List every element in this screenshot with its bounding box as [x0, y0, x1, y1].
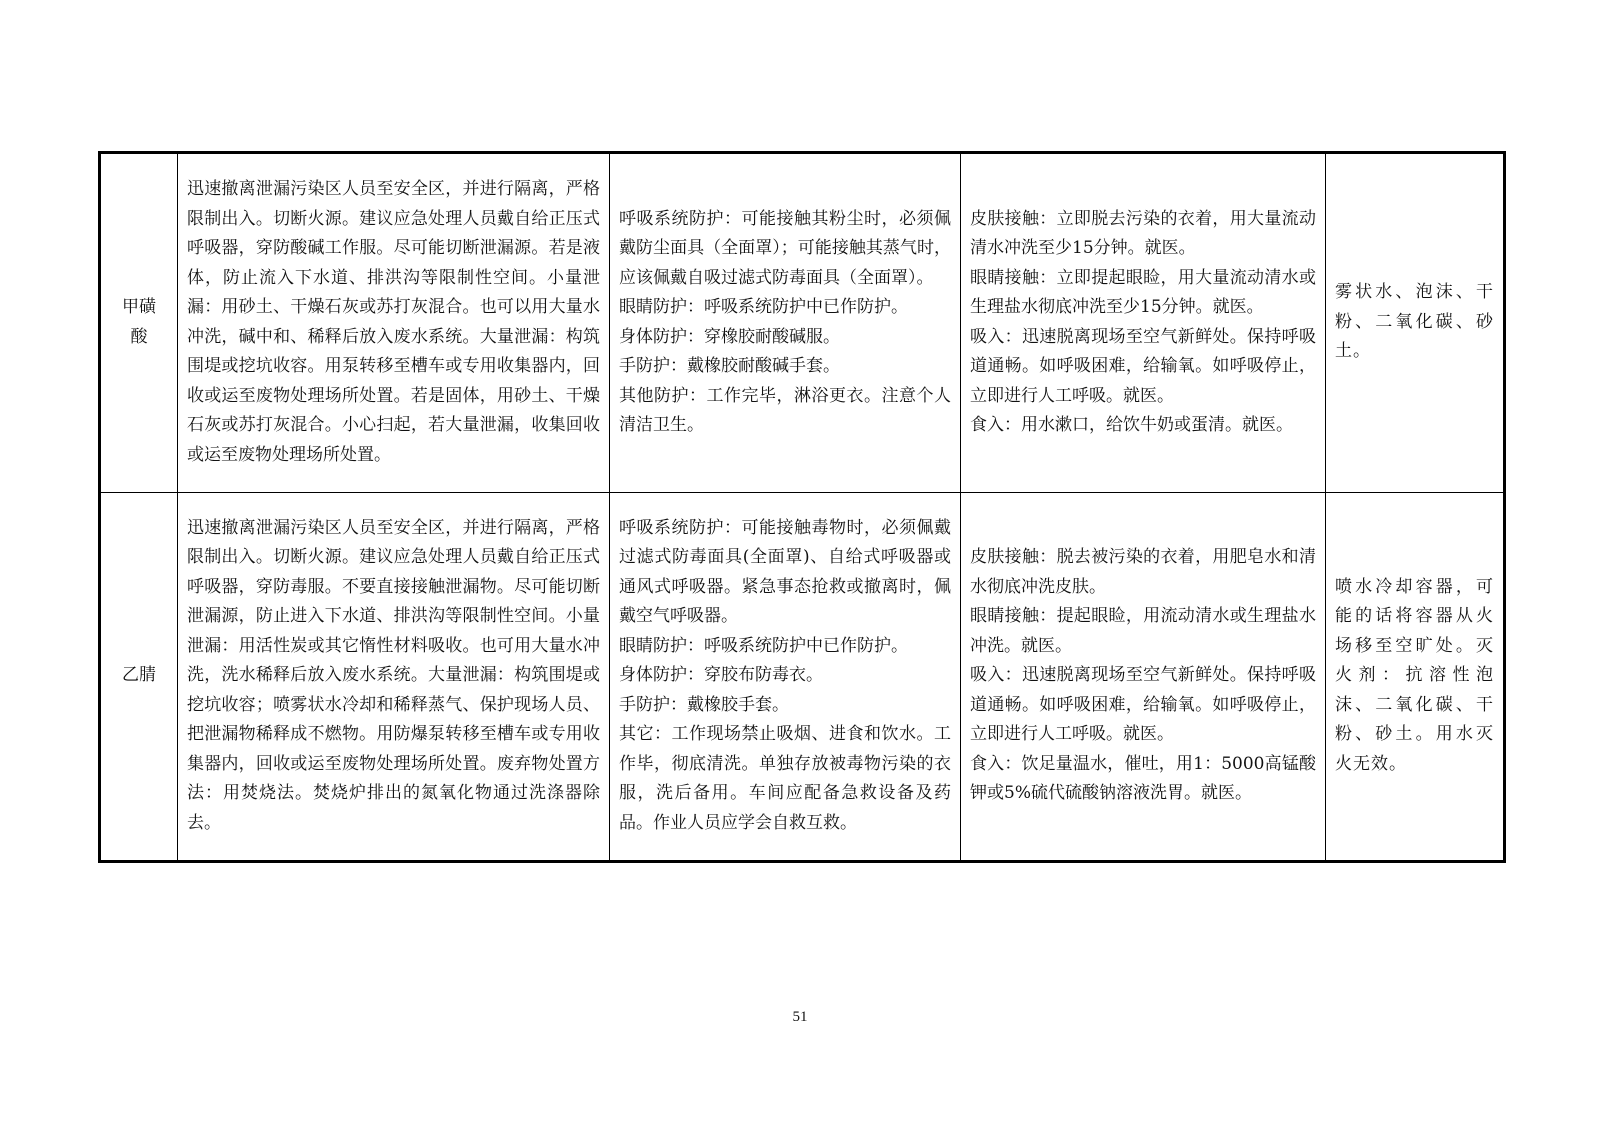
- first-aid-cell: [961, 153, 1326, 493]
- spill-response-text: 迅速撤离泄漏污染区人员至安全区，并进行隔离，严格限制出入。切断火源。建议应急处理人员戴自给正压式呼吸器，穿防酸碱工作服。尽可能切断泄漏源。若是液体，防止流入下水道、排洪沟等限制性空间。小量泄漏：用砂土、干燥石灰或苏打灰混合。也可以用大量水冲洗，碱中和、稀释后放入废水系统。大量泄漏：构筑围堤或挖坑收容。用泵转移至槽车或专用收集器内，回收或运至废物处理场所处置。若是固体，用砂土、干燥石灰或苏打灰混合。小心扫起，若大量泄漏，收集回收或运至废物处理场所处置。: [187, 179, 600, 465]
- first-aid-inhalation: 吸入：迅速脱离现场至空气新鲜处。保持呼吸道通畅。如呼吸困难，给输氧。如呼吸停止，立即进行人工呼吸。就医。: [970, 665, 1316, 745]
- chemical-name-cell: [100, 153, 178, 493]
- chemical-name: 甲磺酸: [122, 297, 156, 347]
- chemical-name-cell: [100, 493, 178, 862]
- protection-hand: 手防护：戴橡胶耐酸碱手套。: [619, 356, 840, 376]
- protection-cell: [610, 153, 961, 493]
- protection-eye: 眼睛防护：呼吸系统防护中已作防护。: [619, 635, 908, 656]
- table-row: [100, 153, 1505, 493]
- spill-response-cell: [178, 153, 610, 493]
- fire-fighting-cell: [1326, 493, 1505, 862]
- fire-fighting-text: 喷水冷却容器，可能的话将容器从火场移至空旷处。灭火剂：抗溶性泡沫、二氧化碳、干粉、砂土。用水灭火无效。: [1335, 576, 1494, 774]
- first-aid-cell: [961, 493, 1326, 862]
- fire-fighting-cell: [1326, 153, 1505, 493]
- protection-body: 身体防护：穿胶布防毒衣。: [619, 665, 823, 686]
- protection-respiratory: 呼吸系统防护：可能接触其粉尘时，必须佩戴防尘面具（全面罩）；可能接触其蒸气时，应该佩戴自吸过滤式防毒面具（全面罩）。: [619, 208, 951, 288]
- protection-other: 其他防护：工作完毕，淋浴更衣。注意个人清洁卫生。: [619, 385, 951, 435]
- first-aid-eye: 眼睛接触：立即提起眼睑，用大量流动清水或生理盐水彻底冲洗至少15分钟。就医。: [970, 267, 1316, 317]
- first-aid-inhalation: 吸入：迅速脱离现场至空气新鲜处。保持呼吸道通畅。如呼吸困难，给输氧。如呼吸停止，立即进行人工呼吸。就医。: [970, 326, 1316, 406]
- fire-fighting-text: 雾状水、泡沫、干粉、二氧化碳、砂土。: [1335, 282, 1494, 362]
- chemical-name: 乙腈: [122, 665, 156, 686]
- spill-response-text: 迅速撤离泄漏污染区人员至安全区，并进行隔离，严格限制出入。切断火源。建议应急处理人员戴自给正压式呼吸器，穿防毒服。不要直接接触泄漏物。尽可能切断泄漏源，防止进入下水道、排洪沟等限制性空间。小量泄漏：用活性炭或其它惰性材料吸收。也可用大量水冲洗，洗水稀释后放入废水系统。大量泄漏：构筑围堤或挖坑收容；喷雾状水冷却和稀释蒸气、保护现场人员、把泄漏物稀释成不燃物。用防爆泵转移至槽车或专用收集器内，回收或运至废物处理场所处置。废弃物处置方法：用焚烧法。焚烧炉排出的氮氧化物通过洗涤器除去。: [187, 517, 600, 833]
- protection-eye: 眼睛防护：呼吸系统防护中已作防护。: [619, 297, 908, 317]
- first-aid-ingestion: 食入：饮足量温水，催吐，用1：5000高锰酸钾或5%硫代硫酸钠溶液洗胃。就医。: [970, 753, 1316, 804]
- protection-respiratory: 呼吸系统防护：可能接触毒物时，必须佩戴过滤式防毒面具(全面罩)、自给式呼吸器或通风式呼吸器。紧急事态抢救或撤离时，佩戴空气呼吸器。: [619, 517, 951, 627]
- first-aid-skin: 皮肤接触：立即脱去污染的衣着，用大量流动清水冲洗至少15分钟。就医。: [970, 208, 1316, 258]
- protection-cell: [610, 493, 961, 862]
- first-aid-eye: 眼睛接触：提起眼睑，用流动清水或生理盐水冲洗。就医。: [970, 606, 1316, 656]
- protection-hand: 手防护：戴橡胶手套。: [619, 694, 789, 715]
- first-aid-skin: 皮肤接触：脱去被污染的衣着，用肥皂水和清水彻底冲洗皮肤。: [970, 547, 1316, 597]
- table-row: [100, 493, 1505, 862]
- protection-body: 身体防护：穿橡胶耐酸碱服。: [619, 326, 840, 347]
- page-number: 51: [792, 1009, 808, 1025]
- protection-other: 其它：工作现场禁止吸烟、进食和饮水。工作毕，彻底清洗。单独存放被毒物污染的衣服，洗后备用。车间应配备急救设备及药品。作业人员应学会自救互救。: [619, 724, 951, 833]
- chemical-emergency-table: [98, 151, 1506, 863]
- spill-response-cell: [178, 493, 610, 862]
- first-aid-ingestion: 食入：用水漱口，给饮牛奶或蛋清。就医。: [970, 415, 1293, 435]
